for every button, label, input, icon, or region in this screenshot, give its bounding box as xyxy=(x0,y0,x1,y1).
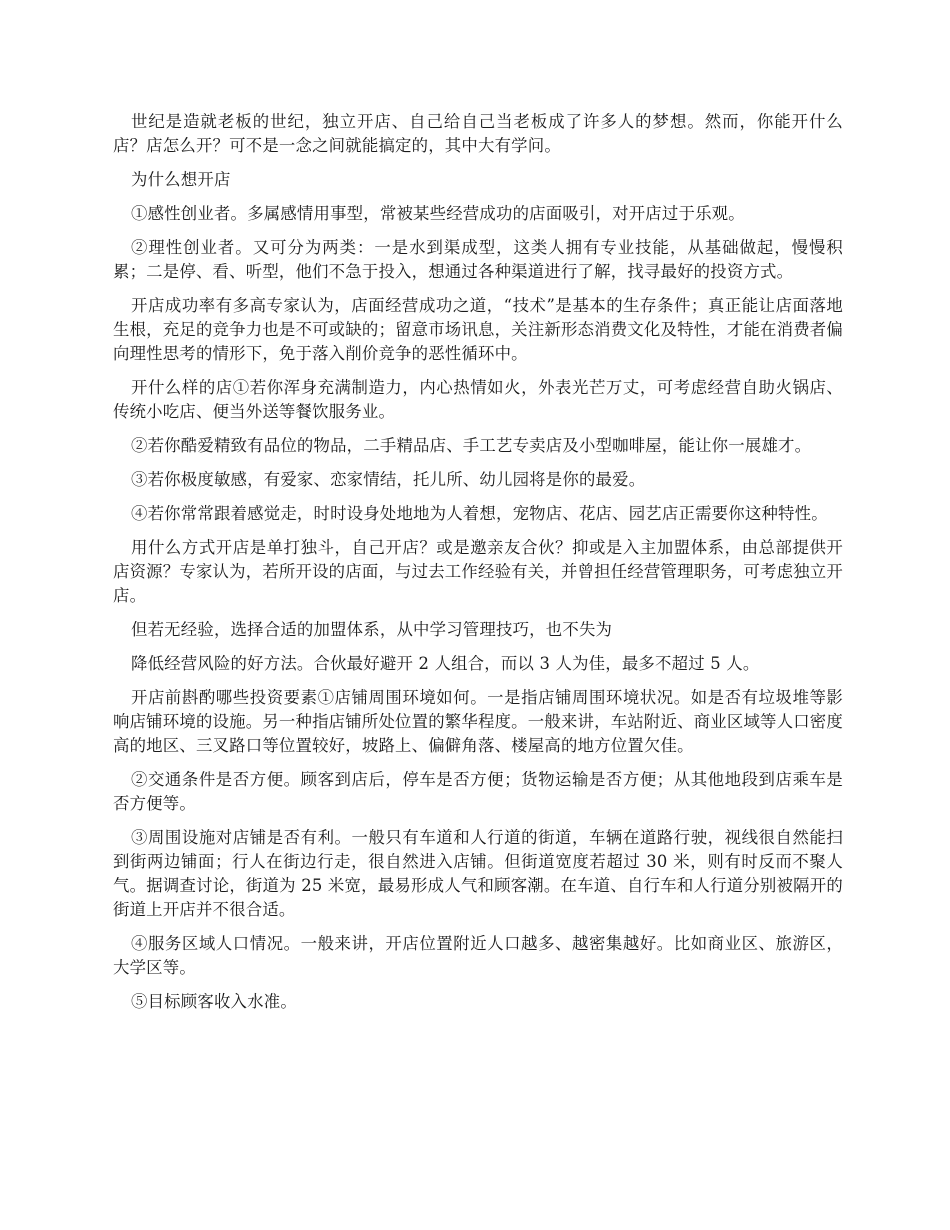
paragraph-emotional-founder: ①感性创业者。多属感情用事型，常被某些经营成功的店面吸引，对开店过于乐观。 xyxy=(131,204,745,223)
paragraph-store-type-1: 开什么样的店①若你浑身充满制造力，内心热情如火，外表光芒万丈，可考虑经营自助火锅店、传统小吃店、便当外送等餐饮服务业。 xyxy=(113,378,843,421)
document-page xyxy=(113,110,843,1024)
paragraph-rational-founder: ②理性创业者。又可分为两类：一是水到渠成型，这类人拥有专业技能，从基础做起，慢慢积累；二是停、看、听型，他们不急于投入，想通过各种渠道进行了解，找寻最好的投资方式。 xyxy=(113,238,843,281)
paragraph-franchise: 但若无经验，选择合适的加盟体系，从中学习管理技巧，也不失为 xyxy=(131,620,613,639)
paragraph-store-type-3: ③若你极度敏感，有爱家、恋家情结，托儿所、幼儿园将是你的最爱。 xyxy=(131,470,646,489)
paragraph-population: ④服务区域人口情况。一般来讲，开店位置附近人口越多、越密集越好。比如商业区、旅游区，大学区等。 xyxy=(113,934,843,977)
paragraph-store-type-4: ④若你常常跟着感觉走，时时设身处地地为人着想，宠物店、花店、园艺店正需要你这种特性。 xyxy=(131,504,828,523)
intro-paragraph: 世纪是造就老板的世纪，独立开店、自己给自己当老板成了许多人的梦想。然而，你能开什么店？店怎么开？可不是一念之间就能搞定的，其中大有学问。 xyxy=(113,112,843,155)
paragraph-facilities: ③周围设施对店铺是否有利。一般只有车道和人行道的街道，车辆在道路行驶，视线很自然能扫到街两边铺面；行人在街边行走，很自然进入店铺。但街道宽度若超过 30 米，则有时反而不聚人气。据调查讨论，街道为 25 米宽，最易形成人气和顾客潮。在车道、自行车和人行道分别被隔开的街道上开店并不很合适。 xyxy=(113,828,843,919)
paragraph-income: ⑤目标顾客收入水准。 xyxy=(131,992,297,1011)
paragraph-store-type-2: ②若你酷爱精致有品位的物品，二手精品店、手工艺专卖店及小型咖啡屋，能让你一展雄才。 xyxy=(131,436,812,455)
paragraph-opening-method: 用什么方式开店是单打独斗，自己开店？或是邀亲友合伙？抑或是入主加盟体系，由总部提供开店资源？专家认为，若所开设的店面，与过去工作经验有关，并曾担任经营管理职务，可考虑独立开店。 xyxy=(113,538,843,605)
section-heading-why-open-store: 为什么想开店 xyxy=(131,170,231,189)
paragraph-partnership: 降低经营风险的好方法。合伙最好避开 2 人组合，而以 3 人为佳，最多不超过 5 人。 xyxy=(131,654,760,673)
paragraph-environment: 开店前斟酌哪些投资要素①店铺周围环境如何。一是指店铺周围环境状况。如是否有垃圾堆等影响店铺环境的设施。另一种指店铺所处位置的繁华程度。一般来讲，车站附近、商业区域等人口密度高的地区、三叉路口等位置较好，坡路上、偏僻角落、楼屋高的地方位置欠佳。 xyxy=(113,688,843,755)
paragraph-success-rate: 开店成功率有多高专家认为，店面经营成功之道，“技术”是基本的生存条件；真正能让店面落地生根，充足的竞争力也是不可或缺的；留意市场讯息，关注新形态消费文化及特性，才能在消费者偏向理性思考的情形下，免于落入削价竞争的恶性循环中。 xyxy=(113,296,843,363)
paragraph-transport: ②交通条件是否方便。顾客到店后，停车是否方便；货物运输是否方便；从其他地段到店乘车是否方便等。 xyxy=(113,770,843,813)
